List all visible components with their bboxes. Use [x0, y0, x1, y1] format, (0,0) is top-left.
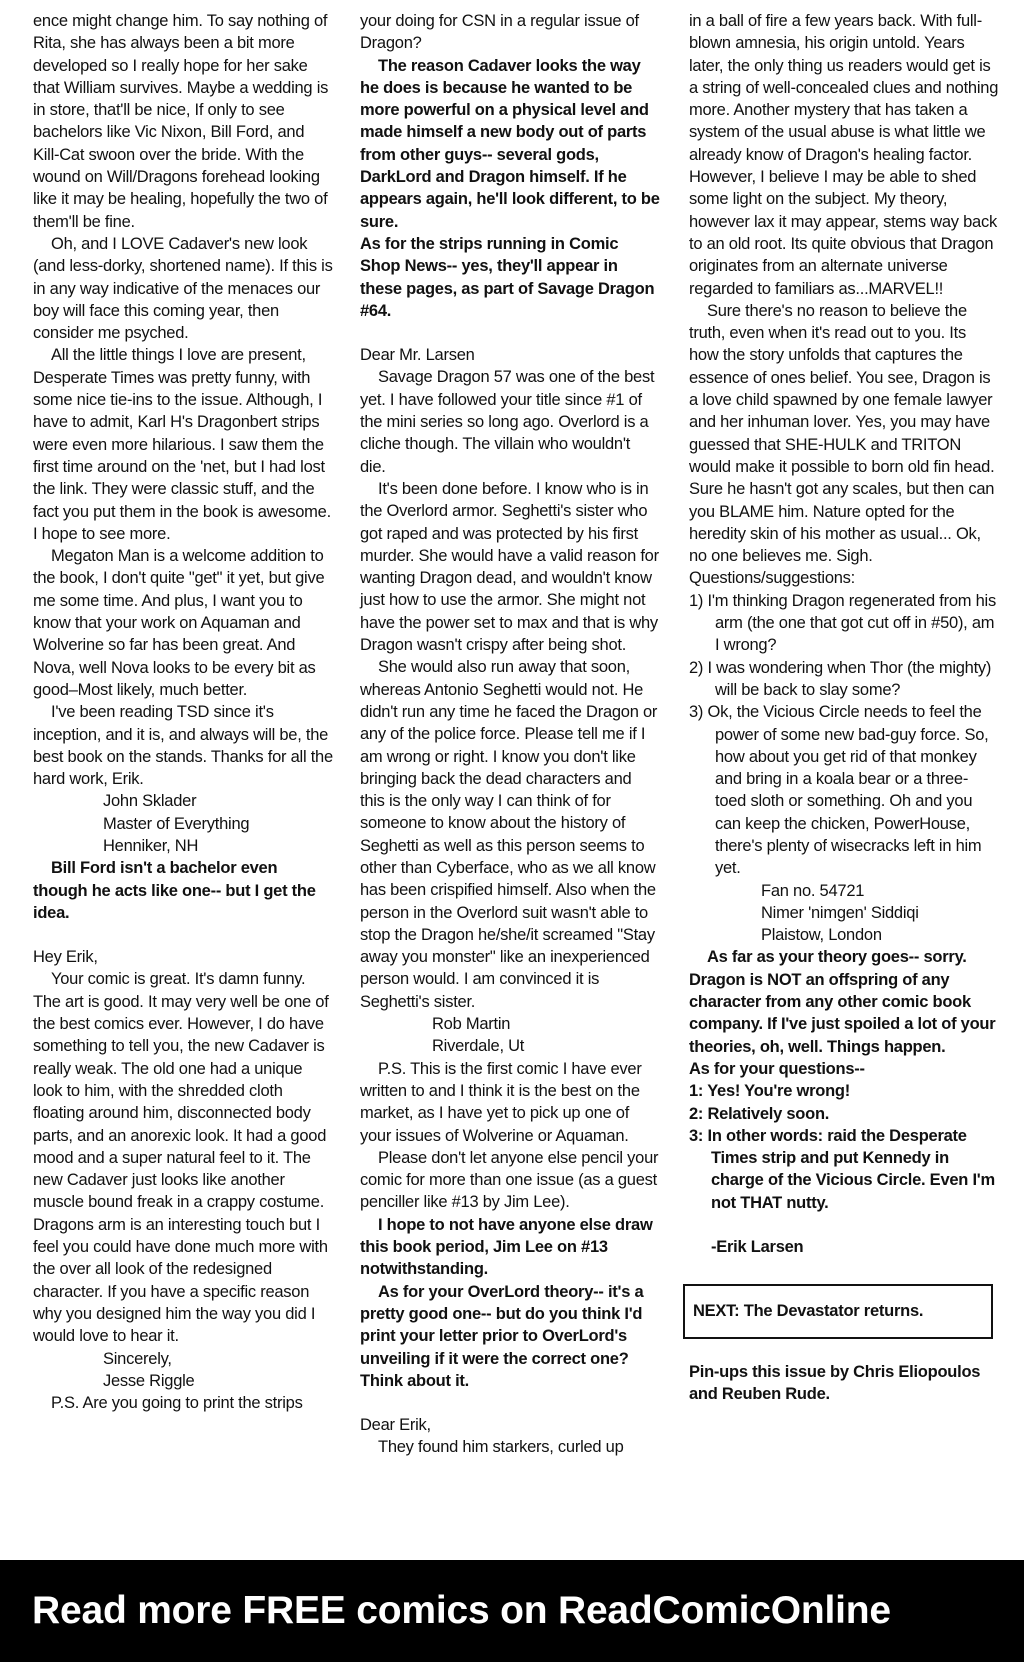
signature-name: John Sklader — [103, 792, 197, 811]
promo-banner-text[interactable]: Read more FREE comics on ReadComicOnline — [32, 1589, 891, 1632]
signature-closing: Sincerely, — [103, 1349, 172, 1368]
signature-title: Master of Everything — [103, 814, 250, 833]
letter-paragraph: Megaton Man is a welcome addition to the book, I don't quite "get" it yet, but give me some time. And plus, I want you to know that your work on Aquaman and Wolverine so far has been great. And Nova, well Nova looks to be every bit as good–Most likely, much better. — [33, 547, 325, 699]
next-issue-box — [683, 1284, 993, 1338]
next-issue-text: NEXT: The Devastator returns. — [693, 1302, 924, 1321]
signature-name: Jesse Riggle — [103, 1371, 195, 1390]
question-item: 2) I was wondering when Thor (the mighty) will be back to slay some? — [689, 658, 992, 699]
letter-paragraph: It's been done before. I know who is in the Overlord armor. Seghetti's sister who got raped and was protected by his first murder. She would have a valid reason for wanting Dragon dead, and wouldn't know just how to use the armor. She might not have the power set to max and that is why Dragon wasn't crispy after being shot. — [360, 479, 659, 655]
letter-postscript: P.S. This is the first comic I have ever written to and I think it is the best on the market, as I have yet to pick up one of your issues of Wolverine or Aquaman. — [360, 1059, 642, 1145]
signature-name: Fan no. 54721 — [761, 881, 865, 900]
letter-paragraph: All the little things I love are present, Desperate Times was pretty funny, with some nice tie-ins to the issue. Although, I have to admit, Karl H's Dragonbert strips were even more hilarious. I saw them the first time around on the 'net, but I had lost the link. They were classic stuff, and the fact you put them in the book is awesome. I hope to see more. — [33, 346, 331, 543]
letter-paragraph: They found him starkers, curled up — [378, 1438, 624, 1457]
letter-paragraph: ence might change him. To say nothing of Rita, she has always been a bit more developed so I really hope for her sake that William survives. Maybe a wedding is in store, that'll be nice, If only to see bachelors like Vic Nixon, Bill Ford, and Kill-Cat swoon over the bride. With the wound on Will/Dragons forehead looking like it may be healing, hopefully the two of them'll be fine. — [33, 12, 329, 231]
questions-heading: Questions/suggestions: — [689, 569, 856, 588]
pinup-credits: Pin-ups this issue by Chris Eliopoulos and Reuben Rude. — [689, 1362, 981, 1403]
question-item: 1) I'm thinking Dragon regenerated from his arm (the one that got cut off in #50), am I wrong? — [689, 591, 996, 655]
column-1 — [33, 10, 333, 1414]
promo-banner[interactable] — [0, 1560, 1024, 1662]
signature-name: Rob Martin — [432, 1015, 511, 1034]
letter-paragraph: She would also run away that soon, whereas Antonio Seghetti would not. He didn't run any time he faced the Dragon or any of the police force. Please tell me if I am wrong or right. I know you don't like bringing back the dead characters and this is the only way I can think of for someone to know about the history of Seghetti as well as this person seems to other than Cyberface, who as we all know has been crispified himself. Also when the person in the Overlord suit wasn't able to stop the Dragon he/she/it screamed "Stay away you monster" like an inexperienced person would. I am convinced it is Seghetti's sister. — [360, 658, 658, 1011]
editor-reply: As for the strips running in Comic Shop News-- yes, they'll appear in these pages, as part of Savage Dragon #64. — [360, 234, 655, 320]
signature-location: Henniker, NH — [103, 836, 199, 855]
letter-paragraph: Please don't let anyone else pencil your comic for more than one issue (as a guest penciller like #13 by Jim Lee). — [360, 1148, 659, 1212]
letter-salutation: Dear Mr. Larsen — [360, 346, 475, 365]
letter-postscript: P.S. Are you going to print the strips — [51, 1394, 303, 1413]
letter-salutation: Hey Erik, — [33, 948, 98, 967]
editor-reply: Bill Ford isn't a bachelor even though he acts like one-- but I get the idea. — [33, 859, 316, 922]
letter-paragraph: Sure there's no reason to believe the truth, even when it's read out to you. Its how the story unfolds that captures the essence of ones belief. You see, Dragon is a love child spawned by one female lawyer and her inhuman lover. Yes, you may have guessed that SHE-HULK and TRITON would make it possible to born old fin head. Sure he hasn't got any scales, but then can you BLAME him. Nature opted for the heredity skin of his mother as usual... Ok, no one believes me. Sigh. — [689, 301, 995, 566]
column-2 — [360, 10, 660, 1459]
editor-reply: As for your OverLord theory-- it's a pretty good one-- but do you think I'd print your letter prior to OverLord's unveiling if it were the correct one? Think about it. — [360, 1282, 644, 1390]
letter-paragraph: Savage Dragon 57 was one of the best yet. I have followed your title since #1 of the mini series so long ago. Overlord is a cliche though. The villain who wouldn't die. — [360, 368, 655, 476]
editor-reply: As for your questions-- — [689, 1059, 865, 1078]
column-3 — [689, 10, 999, 1405]
editor-reply: The reason Cadaver looks the way he does is because he wanted to be more powerful on a physical level and made himself a new body out of parts from other guys-- several gods, DarkLord and Dragon himself. If he appears again, he'll look different, to be sure. — [360, 56, 660, 231]
editor-reply: As far as your theory goes-- sorry. Dragon is NOT an offspring of any character from any other comic book company. If I've just spoiled a lot of your theories, oh, well. Things happen. — [689, 948, 996, 1056]
answer-item: 3: In other words: raid the Desperate Times strip and put Kennedy in charge of the Vicious Circle. Even I'm not THAT nutty. — [689, 1126, 995, 1212]
answer-item: 1: Yes! You're wrong! — [689, 1082, 850, 1101]
editor-reply: I hope to not have anyone else draw this book period, Jim Lee on #13 notwithstanding. — [360, 1215, 653, 1279]
letter-paragraph: Oh, and I LOVE Cadaver's new look (and less-dorky, shortened name). If this is in any way indicative of the menaces our boy will face this coming year, then consider me psyched. — [33, 234, 333, 343]
letter-paragraph: in a ball of fire a few years back. With full-blown amnesia, his origin untold. Years later, the only thing us readers would get is a string of well-concealed clues and nothing more. Another mystery that has taken a system of the usual abuse is what little we already know of Dragon's healing factor. However, I believe I may be able to shed some light on the subject. My theory, however lax it may appear, stems way back to an old root. Its quite obvious that Dragon originates from an alternate universe regarded to familiars as...MARVEL!! — [689, 12, 999, 298]
letter-paragraph: I've been reading TSD since it's inception, and it is, and always will be, the best book on the stands. Thanks for all the hard work, Erik. — [33, 703, 333, 789]
letter-salutation: Dear Erik, — [360, 1416, 431, 1435]
signature-location: Plaistow, London — [761, 926, 882, 945]
editor-signature: -Erik Larsen — [711, 1238, 804, 1257]
letter-paragraph: your doing for CSN in a regular issue of Dragon? — [360, 12, 639, 53]
letter-paragraph: Your comic is great. It's damn funny. The art is good. It may very well be one of the best comics ever. However, I do have something to tell you, the new Cadaver is really weak. The old one had a unique look to him, with the shredded cloth floating around him, disconnected body parts, and an anorexic look. It had a good mood and a super natural feel to it. The new Cadaver just looks like another muscle bound freak in a crappy costume. Dragons arm is an interesting touch but I feel you could have done much more with the over all look of the redesigned character. If you have a specific reason why you designed him the way you did I would love to hear it. — [33, 970, 329, 1346]
signature-location: Riverdale, Ut — [432, 1037, 525, 1056]
answer-item: 2: Relatively soon. — [689, 1104, 830, 1123]
question-item: 3) Ok, the Vicious Circle needs to feel the power of some new bad-guy force. So, how about you get rid of that monkey and bring in a koala bear or a three-toed sloth or something. Oh and you can keep the chicken, PowerHouse, there's plenty of wisecracks left in him yet. — [689, 703, 989, 878]
signature-name: Nimer 'nimgen' Siddiqi — [761, 903, 919, 922]
